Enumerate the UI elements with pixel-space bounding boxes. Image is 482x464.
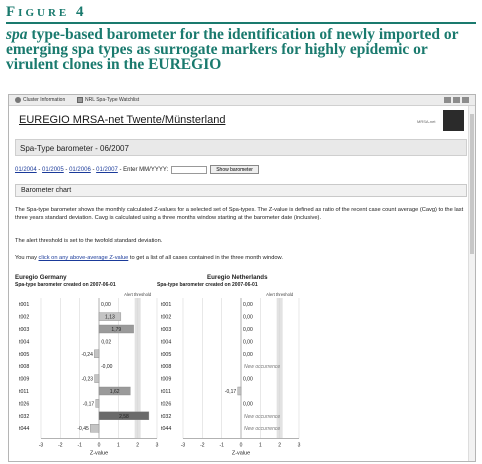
data-bar [96,399,99,407]
date-navigation [15,165,259,174]
date-link-2005[interactable]: 01/2005 [42,166,64,173]
x-axis-label: Z-value [231,450,251,457]
scrollbar-thumb[interactable] [470,114,474,254]
toolbar-item-label: Cluster Information [23,97,66,103]
chart-subtitle: Spa-type barometer created on 2007-06-01 [157,282,258,288]
category-label: t009 [161,376,172,383]
description-paragraph: The Spa-type barometer shows the monthly calculated Z-values for a selected set of Spa-types. The Z-value is defined as ratio of the recent case count average (Cavg) to the last three years standard deviation. Cavg is calculated using a three months window starting at the barometer date (inclusive). [15,207,464,221]
show-barometer-button[interactable]: Show barometer [210,165,259,174]
data-bar [94,350,99,358]
date-link-2006[interactable]: 01/2006 [69,166,91,173]
page-banner [15,139,467,156]
new-occurrence-label: New occurrence [244,364,281,371]
x-tick-label: 2 [278,442,282,449]
x-tick-label: 0 [97,442,101,449]
threshold-paragraph: The alert threshold is set to the twofold standard deviation. [15,238,163,244]
section-title: Barometer chart [21,187,72,194]
browser-screenshot [8,94,476,462]
category-label: t001 [19,302,30,309]
chart-svg-netherlands [157,274,307,460]
category-label: t004 [19,339,30,346]
x-tick-label: -1 [77,442,82,449]
mrsa-net-logo [417,110,465,132]
x-tick-label: 1 [116,442,120,449]
figure-rule [6,22,476,24]
data-label: 0,00 [243,351,253,358]
date-separator: - [90,166,97,173]
category-label: t005 [161,351,172,358]
toolbar-item-label: NRL Spa-Type Watchlist [85,97,140,103]
date-link-2007[interactable]: 01/2007 [96,166,118,173]
alert-threshold-label: Alert threshold [124,292,152,297]
data-label: 0,00 [243,302,253,309]
date-prompt: - Enter MM/YYYY: [117,166,169,173]
new-occurrence-label: New occurrence [244,413,281,420]
date-link-2004[interactable]: 01/2004 [15,166,37,173]
data-label: -0,00 [101,364,113,371]
above-average-link[interactable]: click on any above-average Z-value [38,255,129,261]
category-label: t026 [161,401,172,408]
x-tick-label: 2 [136,442,140,449]
category-label: t008 [19,364,30,371]
data-label: -0,17 [224,389,237,395]
category-label: t044 [19,426,30,433]
chart-svg-germany [15,274,165,460]
date-input[interactable] [171,166,207,174]
x-tick-label: 1 [258,442,262,449]
data-label: 0,02 [101,339,112,346]
x-tick-label: -3 [38,442,44,449]
data-bar [238,387,241,395]
figure-label: Figure 4 [6,4,87,20]
list-icon [77,97,83,103]
category-label: t003 [161,327,172,333]
close-icon[interactable] [462,97,469,103]
category-label: t032 [19,413,30,420]
data-label: 0,00 [243,376,253,383]
data-label: 0,00 [101,302,111,309]
data-label: 0,00 [243,327,253,333]
category-label: t011 [19,389,29,395]
category-label: t044 [161,426,172,433]
data-label: 0,00 [243,339,253,346]
data-label: 0,00 [243,314,253,321]
section-header [15,184,467,197]
logo-text: MRSA-net [417,119,436,124]
data-label: 2,58 [119,413,129,420]
x-tick-label: -2 [200,442,205,449]
category-label: t003 [19,327,30,333]
data-bar [95,375,99,383]
vertical-scrollbar[interactable] [468,106,475,462]
banner-title: Spa-Type barometer - 06/2007 [20,144,129,153]
caption-emphasis: spa [6,26,28,43]
minimize-icon[interactable] [444,97,451,103]
category-label: t009 [19,376,30,383]
window-controls [444,97,469,103]
info-icon [15,97,21,103]
category-label: t002 [19,314,30,321]
maximize-icon[interactable] [453,97,460,103]
category-label: t005 [19,351,30,358]
x-tick-label: 0 [239,442,243,449]
browser-toolbar [9,95,475,106]
data-label: 0,00 [243,401,253,408]
alert-threshold-label: Alert threshold [266,292,294,297]
x-tick-label: 3 [297,442,301,449]
caption-text: type-based barometer for the identification of newly imported or emerging spa types as surrogate markers for highly epidemic or virulent clones in the EUREGIO [6,26,459,73]
category-label: t032 [161,413,172,420]
data-label: 1,79 [111,327,122,333]
x-tick-label: -1 [219,442,224,449]
instruction-paragraph [15,254,467,262]
chart-germany [15,274,165,460]
site-title[interactable]: EUREGIO MRSA-net Twente/Münsterland [19,114,226,126]
figure-caption [6,27,476,72]
category-label: t011 [161,389,171,395]
category-label: t026 [19,401,30,408]
data-label: -0,17 [82,401,95,408]
chart-subtitle: Spa-type barometer created on 2007-06-01 [15,282,116,288]
category-label: t004 [161,339,172,346]
category-label: t001 [161,302,172,309]
x-tick-label: -2 [58,442,63,449]
data-bar [90,424,99,432]
data-label: -0,24 [81,351,93,358]
category-label: t008 [161,364,172,371]
chart-title: Euregio Germany [15,274,67,281]
data-label: 1,13 [105,314,115,321]
date-separator: - [63,166,70,173]
instruction-pre: You may [15,255,39,261]
data-label: 1,62 [109,389,120,395]
chart-title: Euregio Netherlands [207,274,268,281]
data-label: -0,45 [77,426,89,433]
x-axis-label: Z-value [89,450,109,457]
toolbar-watchlist[interactable] [77,97,139,103]
toolbar-cluster-info[interactable] [15,97,65,103]
logo-mark [443,110,464,131]
category-label: t002 [161,314,172,321]
x-tick-label: -3 [180,442,186,449]
new-occurrence-label: New occurrence [244,426,281,433]
data-label: -0,23 [81,376,94,383]
date-separator: - [36,166,43,173]
chart-netherlands [157,274,307,460]
x-tick-label: 3 [155,442,159,449]
instruction-post: to get a list of all cases contained in the three month window. [128,255,283,261]
